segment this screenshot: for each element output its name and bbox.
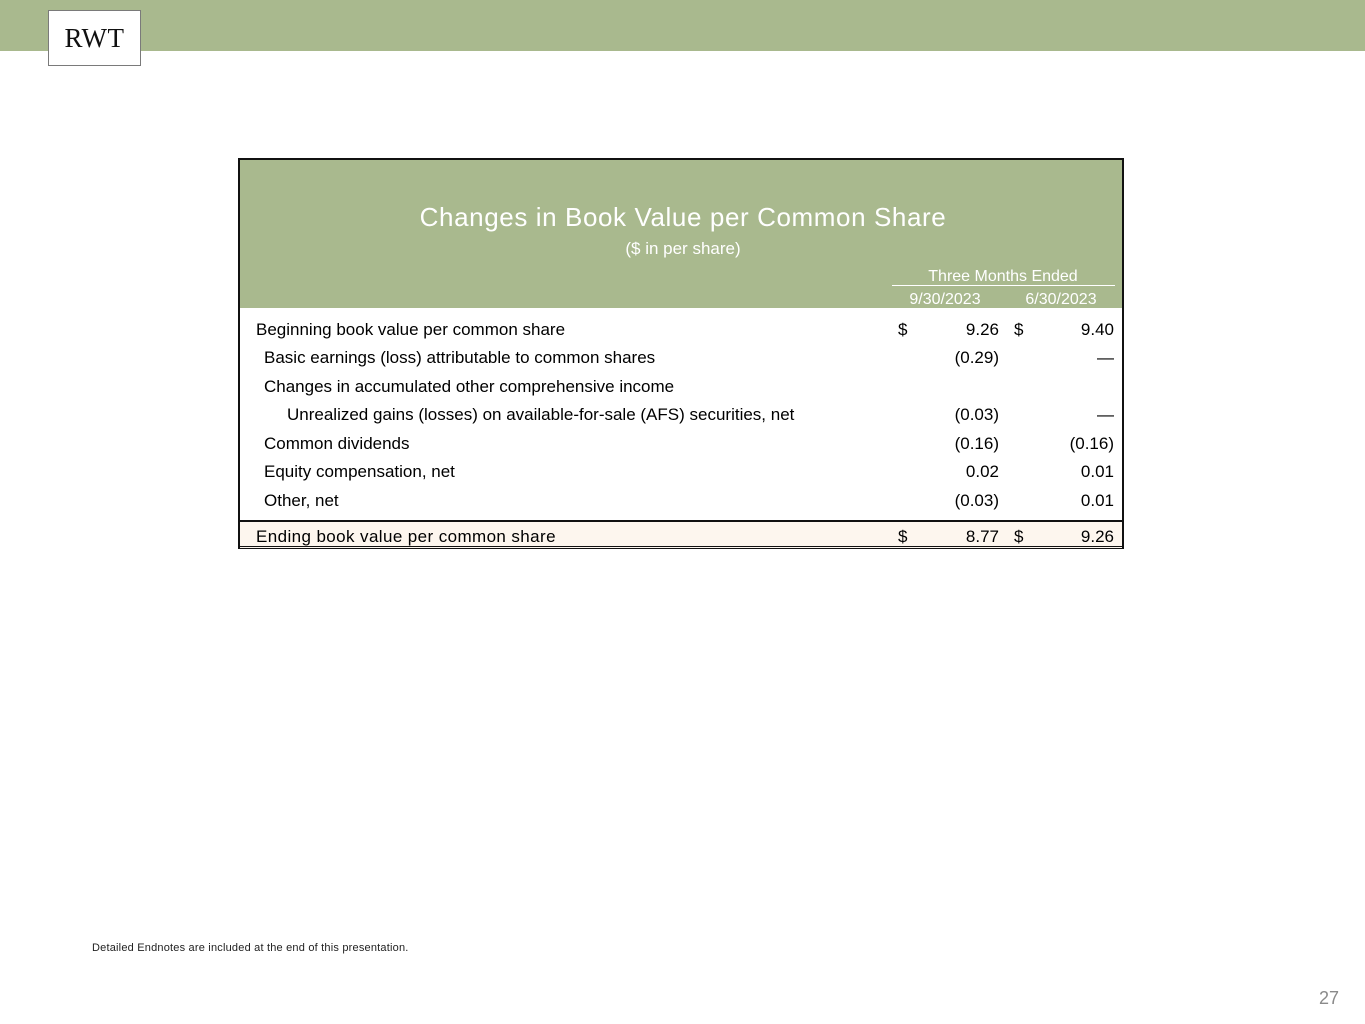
table-subtitle: ($ in per share) bbox=[625, 239, 741, 258]
table-row-beginning bbox=[240, 316, 1122, 344]
table-row bbox=[240, 344, 1122, 372]
column-header-q2: 6/30/2023 bbox=[1025, 291, 1097, 308]
row-value-q3: (0.03) bbox=[954, 405, 999, 424]
row-value-q3: 0.02 bbox=[965, 462, 999, 481]
row-value-q3: (0.03) bbox=[954, 491, 999, 510]
dollar-sign: $ bbox=[1014, 320, 1024, 339]
logo-text: RWT bbox=[64, 22, 125, 53]
row-value-q2: 0.01 bbox=[1080, 462, 1114, 481]
table-header bbox=[240, 160, 1122, 308]
row-label: Unrealized gains (losses) on available-for-sale (AFS) securities, net bbox=[287, 405, 795, 424]
rwt-logo bbox=[48, 10, 141, 66]
row-label: Common dividends bbox=[264, 434, 410, 453]
column-header-q3: 9/30/2023 bbox=[909, 291, 981, 308]
table-row bbox=[240, 487, 1122, 515]
book-value-table bbox=[238, 158, 1124, 549]
table-row-ending bbox=[240, 520, 1122, 548]
endnote-text: Detailed Endnotes are included at the end of this presentation. bbox=[92, 942, 409, 954]
table-row bbox=[240, 430, 1122, 458]
row-value-q2: — bbox=[1097, 348, 1114, 367]
row-value-q3: (0.29) bbox=[954, 348, 999, 367]
dollar-sign: $ bbox=[898, 320, 908, 339]
row-value-q2: — bbox=[1097, 405, 1114, 424]
table-row bbox=[240, 458, 1122, 486]
row-value-q3: 9.26 bbox=[965, 320, 999, 339]
row-label: Equity compensation, net bbox=[264, 462, 455, 481]
row-label: Beginning book value per common share bbox=[256, 320, 566, 339]
table-double-rule bbox=[238, 546, 1124, 547]
row-value-q2: 9.40 bbox=[1080, 320, 1114, 339]
row-value-q2: (0.16) bbox=[1069, 434, 1114, 453]
dollar-sign: $ bbox=[898, 527, 908, 546]
top-banner bbox=[0, 0, 1365, 51]
row-label: Other, net bbox=[264, 491, 339, 510]
ending-value-q3: 8.77 bbox=[965, 527, 999, 546]
table-row bbox=[240, 401, 1122, 429]
period-label: Three Months Ended bbox=[928, 268, 1078, 285]
row-value-q3: (0.16) bbox=[954, 434, 999, 453]
page-number: 27 bbox=[1318, 988, 1339, 1008]
row-label: Basic earnings (loss) attributable to common shares bbox=[264, 348, 656, 367]
period-underline bbox=[892, 285, 1115, 286]
row-value-q2: 0.01 bbox=[1080, 491, 1114, 510]
table-title: Changes in Book Value per Common Share bbox=[419, 202, 947, 232]
row-label: Changes in accumulated other comprehensive income bbox=[264, 377, 675, 396]
dollar-sign: $ bbox=[1014, 527, 1024, 546]
ending-value-q2: 9.26 bbox=[1080, 527, 1114, 546]
ending-label: Ending book value per common share bbox=[256, 527, 556, 546]
table-row bbox=[240, 373, 1122, 401]
